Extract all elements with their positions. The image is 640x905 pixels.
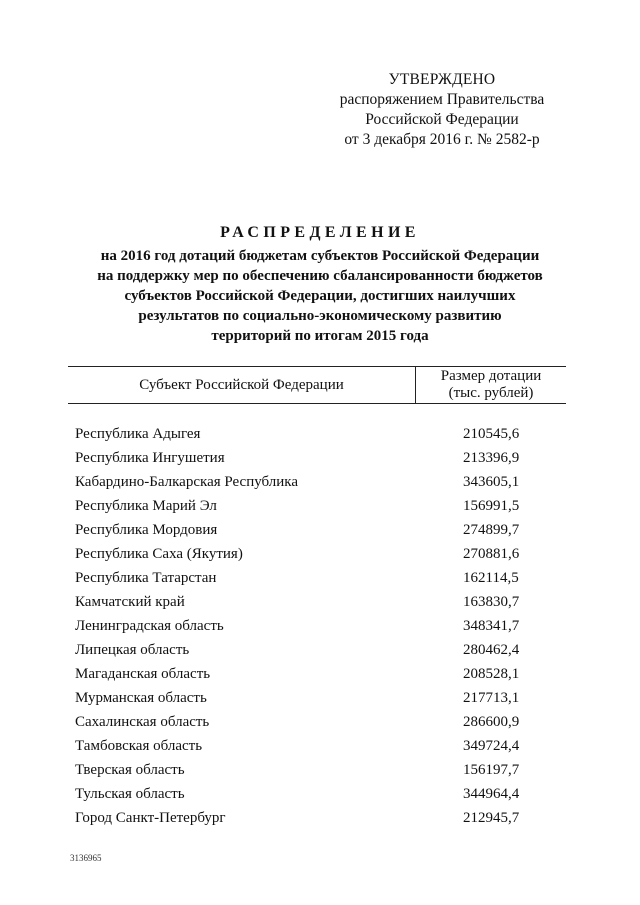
table-row <box>68 518 566 542</box>
subject-name: Тверская область <box>75 762 185 778</box>
column-header-subject: Субъект Российской Федерации <box>68 367 416 403</box>
subject-name: Камчатский край <box>75 594 185 610</box>
table-row <box>68 470 566 494</box>
distribution-table <box>68 366 566 830</box>
table-row <box>68 422 566 446</box>
approval-block <box>332 70 552 150</box>
table-row <box>68 710 566 734</box>
subject-name: Республика Саха (Якутия) <box>75 546 243 562</box>
table-row <box>68 662 566 686</box>
table-row <box>68 566 566 590</box>
approval-line-1: распоряжением Правительства <box>339 91 545 108</box>
subsidy-amount: 156197,7 <box>463 762 520 778</box>
approval-line-3: от 3 декабря 2016 г. № 2582-р <box>344 131 540 148</box>
subject-name: Мурманская область <box>75 690 207 706</box>
subsidy-amount: 286600,9 <box>463 714 520 730</box>
document-subtitle-line: субъектов Российской Федерации, достигших наилучших <box>124 288 516 304</box>
subsidy-amount: 156991,5 <box>463 498 520 514</box>
table-row <box>68 734 566 758</box>
document-subtitle-line: на 2016 год дотаций бюджетам субъектов Российской Федерации <box>100 248 540 264</box>
subject-name: Республика Марий Эл <box>75 498 217 514</box>
column-header-amount-line2: (тыс. рублей) <box>448 385 534 401</box>
column-header-amount-line1: Размер дотации <box>440 368 542 384</box>
table-row <box>68 686 566 710</box>
subsidy-amount: 280462,4 <box>463 642 520 658</box>
subsidy-amount: 274899,7 <box>463 522 520 538</box>
subject-name: Республика Мордовия <box>75 522 218 538</box>
subject-name: Республика Адыгея <box>75 426 201 442</box>
table-row <box>68 638 566 662</box>
column-header-amount <box>416 368 566 402</box>
subsidy-amount: 348341,7 <box>463 618 520 634</box>
subject-name: Город Санкт-Петербург <box>75 810 226 826</box>
table-row <box>68 542 566 566</box>
subject-name: Кабардино-Балкарская Республика <box>75 474 299 490</box>
subsidy-amount: 217713,1 <box>463 690 520 706</box>
subject-name: Сахалинская область <box>75 714 210 730</box>
approval-title: УТВЕРЖДЕНО <box>388 71 496 88</box>
table-row <box>68 494 566 518</box>
subsidy-amount: 162114,5 <box>463 570 519 586</box>
subsidy-amount: 208528,1 <box>463 666 520 682</box>
subsidy-amount: 213396,9 <box>463 450 520 466</box>
subject-name: Магаданская область <box>75 666 211 682</box>
table-row <box>68 614 566 638</box>
table-row <box>68 782 566 806</box>
subject-name: Республика Ингушетия <box>75 450 225 466</box>
subsidy-amount: 210545,6 <box>463 426 520 442</box>
subject-name: Тульская область <box>75 786 185 802</box>
subject-name: Ленинградская область <box>75 618 224 634</box>
table-body <box>68 422 566 830</box>
subsidy-amount: 343605,1 <box>463 474 520 490</box>
table-header <box>68 366 566 404</box>
document-subtitle-line: территорий по итогам 2015 года <box>211 328 429 344</box>
table-row <box>68 758 566 782</box>
subject-name: Тамбовская область <box>75 738 203 754</box>
subsidy-amount: 212945,7 <box>463 810 520 826</box>
subsidy-amount: 349724,4 <box>463 738 520 754</box>
subsidy-amount: 163830,7 <box>463 594 520 610</box>
document-heading <box>70 222 570 346</box>
table-row <box>68 590 566 614</box>
document-subtitle-line: результатов по социально-экономическому развитию <box>138 308 502 324</box>
document-title: РАСПРЕДЕЛЕНИЕ <box>220 224 420 241</box>
approval-line-2: Российской Федерации <box>365 111 519 128</box>
subject-name: Республика Татарстан <box>75 570 217 586</box>
document-subtitle-line: на поддержку мер по обеспечению сбалансированности бюджетов <box>97 268 543 284</box>
subsidy-amount: 344964,4 <box>463 786 520 802</box>
document-number: 3136965 <box>70 853 102 863</box>
table-row <box>68 446 566 470</box>
subsidy-amount: 270881,6 <box>463 546 520 562</box>
table-row <box>68 806 566 830</box>
subject-name: Липецкая область <box>75 642 190 658</box>
